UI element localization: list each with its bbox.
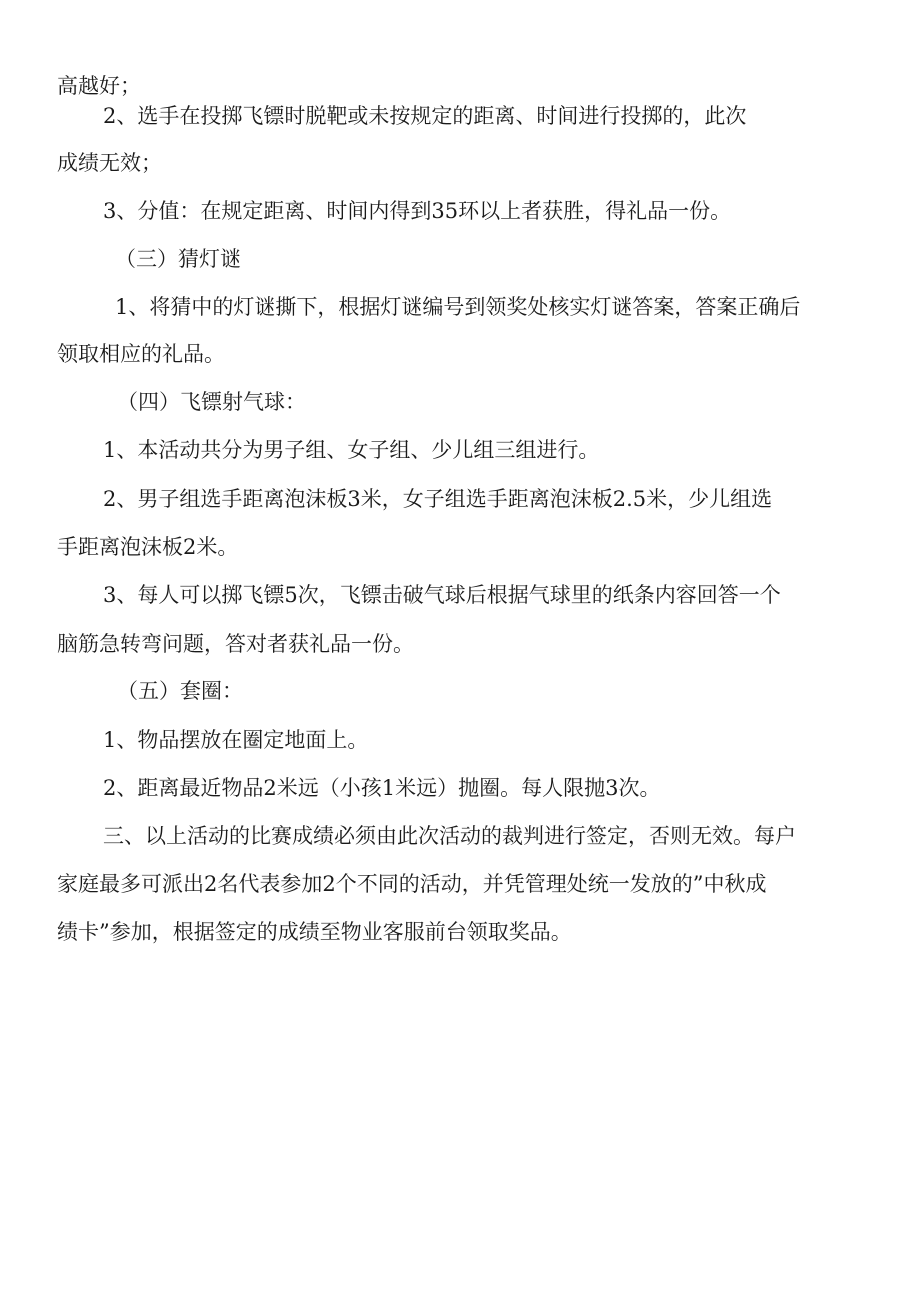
rule-item-2: 2、选手在投掷飞镖时脱靶或未按规定的距离、时间进行投掷的，此次 <box>103 104 747 128</box>
rule-item-1: 1、将猜中的灯谜撕下，根据灯谜编号到领奖处核实灯谜答案，答案正确后 <box>115 295 801 319</box>
rule-item-1: 1、物品摆放在圈定地面上。 <box>103 728 369 752</box>
general-rule-three: 三、以上活动的比赛成绩必须由此次活动的裁判进行签定，否则无效。每户 <box>103 824 796 848</box>
rule-item-2: 2、距离最近物品2米远（小孩1米远）抛圈。每人限抛3次。 <box>103 776 661 800</box>
rule-item-3: 3、分值：在规定距离、时间内得到35环以上者获胜，得礼品一份。 <box>103 199 732 223</box>
text-line-continuation: 脑筋急转弯问题，答对者获礼品一份。 <box>57 632 414 656</box>
section-heading-ring-toss: （五）套圈： <box>117 679 243 703</box>
text-line-continuation: 家庭最多可派出2名代表参加2个不同的活动，并凭管理处统一发放的”中秋成 <box>57 872 767 896</box>
rule-item-1: 1、本活动共分为男子组、女子组、少儿组三组进行。 <box>103 438 600 462</box>
text-line-continuation: 领取相应的礼品。 <box>57 342 225 366</box>
rule-item-2: 2、男子组选手距离泡沫板3米，女子组选手距离泡沫板2.5米，少儿组选 <box>103 487 773 511</box>
text-line-continuation: 绩卡”参加，根据签定的成绩至物业客服前台领取奖品。 <box>57 920 572 944</box>
text-line-continuation: 成绩无效； <box>57 151 162 175</box>
text-line-continuation: 手距离泡沫板2米。 <box>57 535 239 559</box>
rule-item-3: 3、每人可以掷飞镖5次，飞镖击破气球后根据气球里的纸条内容回答一个 <box>103 583 781 607</box>
section-heading-lantern-riddles: （三）猜灯谜 <box>115 247 241 271</box>
section-heading-dart-balloons: （四）飞镖射气球： <box>117 390 306 414</box>
text-line-continuation: 高越好； <box>57 74 141 98</box>
